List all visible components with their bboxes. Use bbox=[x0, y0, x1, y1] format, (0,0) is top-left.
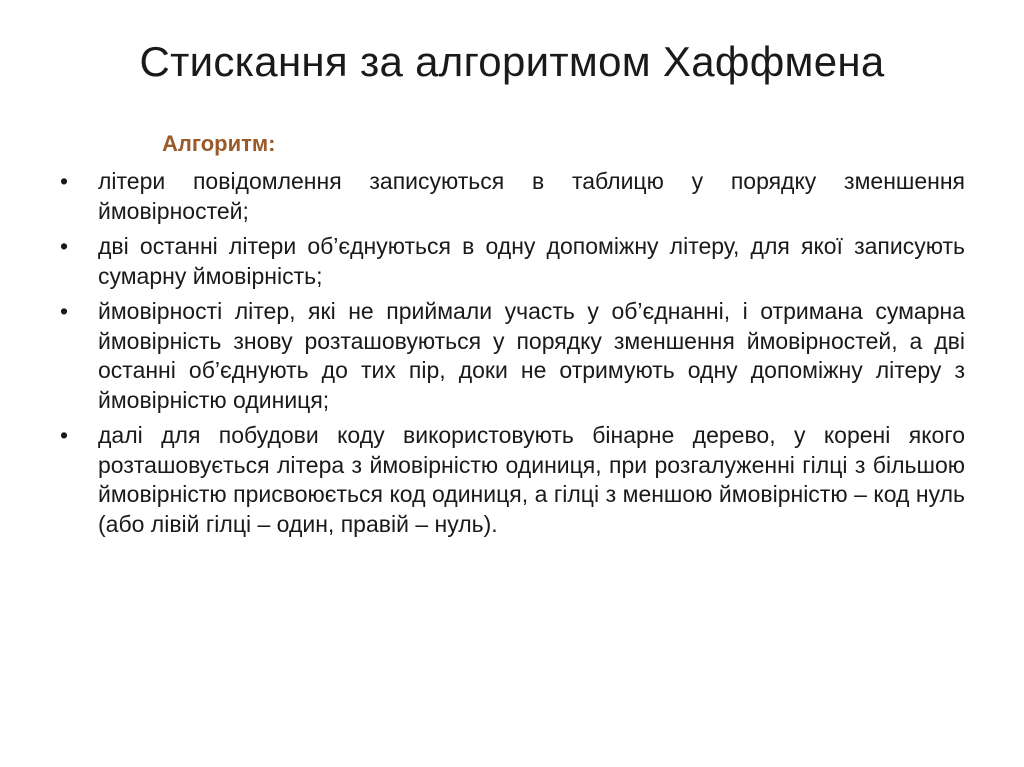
bullet-dot-icon: • bbox=[60, 422, 69, 448]
bullet-text-1: літери повідомлення записуються в таблицю у порядку зменшення ймовірностей; bbox=[98, 168, 965, 224]
bullet-text-2: дві останні літери об’єднуються в одну допоміжну літеру, для якої записують сумарну ймовірність; bbox=[98, 233, 965, 289]
bullet-item-1 bbox=[58, 167, 965, 226]
bullet-list bbox=[58, 167, 965, 545]
bullet-item-2 bbox=[58, 232, 965, 291]
bullet-dot-icon: • bbox=[60, 233, 69, 259]
algorithm-subheading: Алгоритм: bbox=[162, 131, 276, 156]
bullet-item-4 bbox=[58, 421, 965, 539]
bullet-dot-icon: • bbox=[60, 298, 69, 324]
bullet-item-3 bbox=[58, 297, 965, 415]
bullet-dot-icon: • bbox=[60, 168, 69, 194]
bullet-text-4: далі для побудови коду використовують бінарне дерево, у корені якого розташовується літера з ймовірністю одиниця, при розгалуженні гілці з більшою ймовірністю присвоюється код одиниця, а гілці з меншою ймовірністю – код нуль (або лівій гілці – один, правій – нуль). bbox=[98, 422, 965, 537]
bullet-text-3: ймовірності літер, які не приймали участь у об’єднанні, і отримана сумарна ймовірність знову розташовуються у порядку зменшення ймовірностей, а дві останні об’єднують до тих пір, доки не отримують одну допоміжну літеру з ймовірністю одиниця; bbox=[98, 298, 965, 413]
slide-title: Стискання за алгоритмом Хаффмена bbox=[139, 38, 885, 85]
